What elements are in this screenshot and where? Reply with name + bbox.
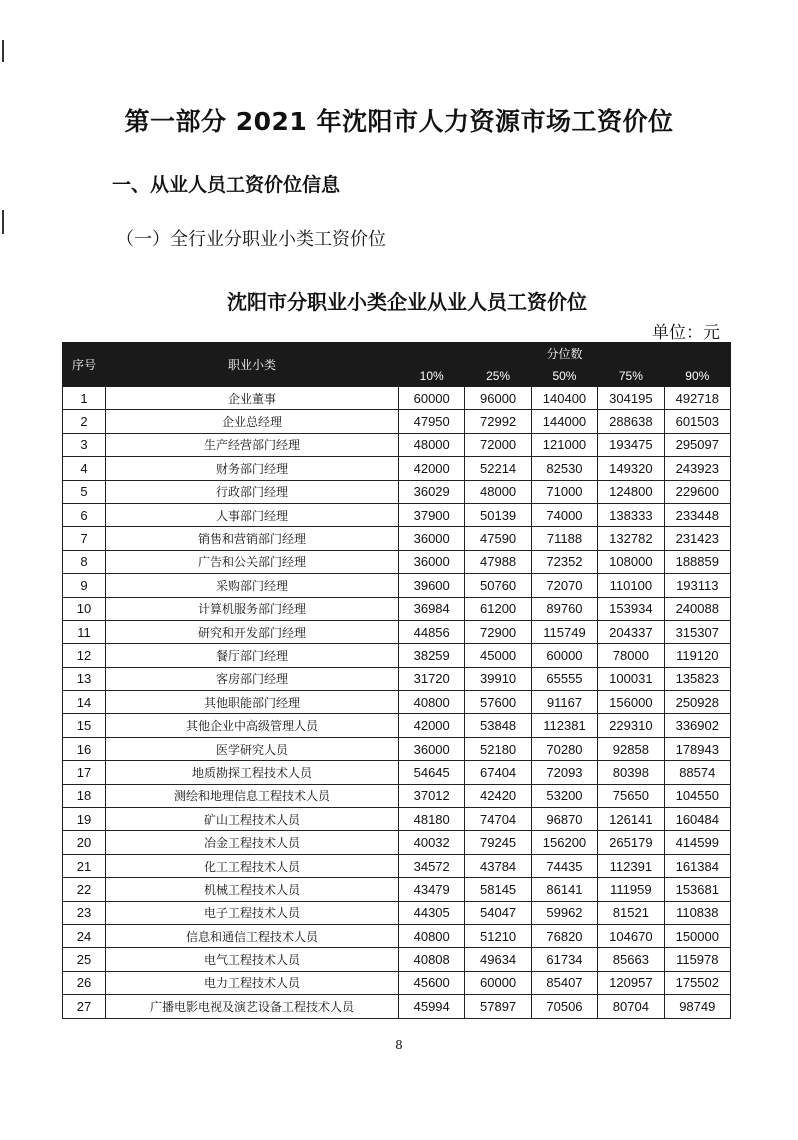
wage-p10-cell: 36984 <box>399 597 465 620</box>
scan-edge-mark <box>2 210 4 234</box>
wage-p10-cell: 45994 <box>399 995 465 1018</box>
wage-p90-cell: 98749 <box>664 995 730 1018</box>
occupation-cell: 餐厅部门经理 <box>106 644 399 667</box>
occupation-cell: 电子工程技术人员 <box>106 901 399 924</box>
row-index-cell: 7 <box>63 527 106 550</box>
wage-p25-cell: 54047 <box>465 901 531 924</box>
table-row <box>63 620 731 643</box>
row-index-cell: 21 <box>63 854 106 877</box>
table-row <box>63 808 731 831</box>
wage-p90-cell: 250928 <box>664 691 730 714</box>
wage-p50-cell: 53200 <box>531 784 597 807</box>
wage-p75-cell: 265179 <box>598 831 664 854</box>
table-row <box>63 527 731 550</box>
table-row <box>63 924 731 947</box>
row-index-cell: 27 <box>63 995 106 1018</box>
wage-p90-cell: 178943 <box>664 737 730 760</box>
wage-p10-cell: 36000 <box>399 527 465 550</box>
wage-table <box>62 342 731 1019</box>
wage-p10-cell: 48000 <box>399 433 465 456</box>
wage-p75-cell: 156000 <box>598 691 664 714</box>
wage-p10-cell: 36029 <box>399 480 465 503</box>
row-index-cell: 26 <box>63 971 106 994</box>
wage-p25-cell: 72900 <box>465 620 531 643</box>
wage-p50-cell: 96870 <box>531 808 597 831</box>
table-header <box>63 343 731 387</box>
occupation-cell: 广告和公关部门经理 <box>106 550 399 573</box>
occupation-cell: 信息和通信工程技术人员 <box>106 924 399 947</box>
occupation-cell: 人事部门经理 <box>106 503 399 526</box>
wage-p10-cell: 31720 <box>399 667 465 690</box>
wage-p90-cell: 243923 <box>664 457 730 480</box>
wage-p90-cell: 135823 <box>664 667 730 690</box>
wage-p75-cell: 104670 <box>598 924 664 947</box>
wage-p75-cell: 149320 <box>598 457 664 480</box>
wage-p25-cell: 79245 <box>465 831 531 854</box>
occupation-cell: 行政部门经理 <box>106 480 399 503</box>
wage-p90-cell: 153681 <box>664 878 730 901</box>
occupation-cell: 电气工程技术人员 <box>106 948 399 971</box>
wage-p75-cell: 100031 <box>598 667 664 690</box>
wage-p10-cell: 44856 <box>399 620 465 643</box>
wage-p10-cell: 37012 <box>399 784 465 807</box>
table-row <box>63 644 731 667</box>
wage-p25-cell: 57600 <box>465 691 531 714</box>
occupation-cell: 生产经营部门经理 <box>106 433 399 456</box>
table-row <box>63 714 731 737</box>
wage-p90-cell: 336902 <box>664 714 730 737</box>
row-index-cell: 5 <box>63 480 106 503</box>
wage-p25-cell: 48000 <box>465 480 531 503</box>
wage-p50-cell: 72093 <box>531 761 597 784</box>
wage-p75-cell: 81521 <box>598 901 664 924</box>
occupation-cell: 计算机服务部门经理 <box>106 597 399 620</box>
wage-p90-cell: 315307 <box>664 620 730 643</box>
wage-p10-cell: 36000 <box>399 550 465 573</box>
wage-p50-cell: 115749 <box>531 620 597 643</box>
wage-p50-cell: 65555 <box>531 667 597 690</box>
occupation-cell: 测绘和地理信息工程技术人员 <box>106 784 399 807</box>
wage-p50-cell: 82530 <box>531 457 597 480</box>
table-body <box>63 387 731 1019</box>
page-title: 第一部分 2021 年沈阳市人力资源市场工资价位 <box>124 107 674 136</box>
row-index-cell: 20 <box>63 831 106 854</box>
wage-p10-cell: 40808 <box>399 948 465 971</box>
row-index-cell: 8 <box>63 550 106 573</box>
wage-p75-cell: 111959 <box>598 878 664 901</box>
wage-p25-cell: 57897 <box>465 995 531 1018</box>
wage-p75-cell: 153934 <box>598 597 664 620</box>
table-row <box>63 387 731 410</box>
row-index-cell: 11 <box>63 620 106 643</box>
wage-p50-cell: 74435 <box>531 854 597 877</box>
wage-p75-cell: 120957 <box>598 971 664 994</box>
wage-p50-cell: 86141 <box>531 878 597 901</box>
wage-p90-cell: 119120 <box>664 644 730 667</box>
row-index-cell: 12 <box>63 644 106 667</box>
wage-p25-cell: 43784 <box>465 854 531 877</box>
wage-p75-cell: 124800 <box>598 480 664 503</box>
wage-p90-cell: 295097 <box>664 433 730 456</box>
table-row <box>63 503 731 526</box>
wage-p50-cell: 72352 <box>531 550 597 573</box>
row-index-cell: 24 <box>63 924 106 947</box>
wage-p25-cell: 51210 <box>465 924 531 947</box>
wage-p10-cell: 40800 <box>399 691 465 714</box>
row-index-cell: 25 <box>63 948 106 971</box>
occupation-cell: 企业总经理 <box>106 410 399 433</box>
table-row <box>63 784 731 807</box>
wage-p25-cell: 45000 <box>465 644 531 667</box>
header-p75: 75% <box>598 365 664 387</box>
table-row <box>63 737 731 760</box>
table-row <box>63 901 731 924</box>
wage-p75-cell: 193475 <box>598 433 664 456</box>
wage-p90-cell: 88574 <box>664 761 730 784</box>
wage-p90-cell: 233448 <box>664 503 730 526</box>
wage-p75-cell: 204337 <box>598 620 664 643</box>
wage-p75-cell: 229310 <box>598 714 664 737</box>
wage-p75-cell: 110100 <box>598 574 664 597</box>
wage-p50-cell: 89760 <box>531 597 597 620</box>
wage-p10-cell: 45600 <box>399 971 465 994</box>
wage-p50-cell: 71188 <box>531 527 597 550</box>
table-row <box>63 480 731 503</box>
wage-p10-cell: 47950 <box>399 410 465 433</box>
occupation-cell: 财务部门经理 <box>106 457 399 480</box>
wage-p10-cell: 48180 <box>399 808 465 831</box>
wage-p25-cell: 47590 <box>465 527 531 550</box>
wage-p50-cell: 61734 <box>531 948 597 971</box>
wage-p90-cell: 240088 <box>664 597 730 620</box>
wage-p10-cell: 37900 <box>399 503 465 526</box>
wage-p50-cell: 121000 <box>531 433 597 456</box>
occupation-cell: 化工工程技术人员 <box>106 854 399 877</box>
occupation-cell: 医学研究人员 <box>106 737 399 760</box>
wage-p75-cell: 108000 <box>598 550 664 573</box>
wage-p10-cell: 36000 <box>399 737 465 760</box>
wage-p25-cell: 72992 <box>465 410 531 433</box>
occupation-cell: 采购部门经理 <box>106 574 399 597</box>
wage-p90-cell: 229600 <box>664 480 730 503</box>
row-index-cell: 18 <box>63 784 106 807</box>
wage-p25-cell: 61200 <box>465 597 531 620</box>
wage-p75-cell: 85663 <box>598 948 664 971</box>
header-occupation: 职业小类 <box>106 343 399 387</box>
row-index-cell: 10 <box>63 597 106 620</box>
wage-p90-cell: 188859 <box>664 550 730 573</box>
unit-label: 单位：元 <box>652 323 720 343</box>
wage-p50-cell: 140400 <box>531 387 597 410</box>
row-index-cell: 3 <box>63 433 106 456</box>
row-index-cell: 19 <box>63 808 106 831</box>
occupation-cell: 研究和开发部门经理 <box>106 620 399 643</box>
wage-p25-cell: 50760 <box>465 574 531 597</box>
wage-p25-cell: 67404 <box>465 761 531 784</box>
wage-p90-cell: 115978 <box>664 948 730 971</box>
wage-p50-cell: 144000 <box>531 410 597 433</box>
table-row <box>63 854 731 877</box>
section-title: 一、从业人员工资价位信息 <box>112 174 341 196</box>
row-index-cell: 1 <box>63 387 106 410</box>
wage-p75-cell: 92858 <box>598 737 664 760</box>
wage-p75-cell: 288638 <box>598 410 664 433</box>
wage-p75-cell: 126141 <box>598 808 664 831</box>
wage-p90-cell: 110838 <box>664 901 730 924</box>
row-index-cell: 16 <box>63 737 106 760</box>
wage-p50-cell: 85407 <box>531 971 597 994</box>
wage-p10-cell: 42000 <box>399 714 465 737</box>
wage-p25-cell: 39910 <box>465 667 531 690</box>
table-row <box>63 971 731 994</box>
wage-p25-cell: 47988 <box>465 550 531 573</box>
row-index-cell: 14 <box>63 691 106 714</box>
wage-p75-cell: 78000 <box>598 644 664 667</box>
wage-p25-cell: 74704 <box>465 808 531 831</box>
occupation-cell: 地质勘探工程技术人员 <box>106 761 399 784</box>
occupation-cell: 客房部门经理 <box>106 667 399 690</box>
table-row <box>63 761 731 784</box>
wage-p25-cell: 50139 <box>465 503 531 526</box>
table-row <box>63 597 731 620</box>
table-title: 沈阳市分职业小类企业从业人员工资价位 <box>227 290 587 314</box>
wage-p90-cell: 104550 <box>664 784 730 807</box>
wage-p10-cell: 39600 <box>399 574 465 597</box>
row-index-cell: 4 <box>63 457 106 480</box>
wage-p25-cell: 52180 <box>465 737 531 760</box>
row-index-cell: 13 <box>63 667 106 690</box>
occupation-cell: 销售和营销部门经理 <box>106 527 399 550</box>
header-percentile-group: 分位数 <box>399 343 731 365</box>
wage-p50-cell: 70506 <box>531 995 597 1018</box>
occupation-cell: 其他企业中高级管理人员 <box>106 714 399 737</box>
table-row <box>63 878 731 901</box>
wage-p90-cell: 160484 <box>664 808 730 831</box>
wage-p50-cell: 76820 <box>531 924 597 947</box>
wage-p90-cell: 150000 <box>664 924 730 947</box>
table-row <box>63 410 731 433</box>
wage-p25-cell: 53848 <box>465 714 531 737</box>
wage-p50-cell: 59962 <box>531 901 597 924</box>
row-index-cell: 23 <box>63 901 106 924</box>
wage-p75-cell: 132782 <box>598 527 664 550</box>
row-index-cell: 9 <box>63 574 106 597</box>
wage-p50-cell: 60000 <box>531 644 597 667</box>
table-row <box>63 831 731 854</box>
table-row <box>63 574 731 597</box>
wage-p75-cell: 138333 <box>598 503 664 526</box>
wage-p90-cell: 414599 <box>664 831 730 854</box>
subsection-title: （一）全行业分职业小类工资价位 <box>116 229 386 250</box>
occupation-cell: 矿山工程技术人员 <box>106 808 399 831</box>
wage-p50-cell: 72070 <box>531 574 597 597</box>
wage-p10-cell: 60000 <box>399 387 465 410</box>
page-number: 8 <box>395 1038 403 1052</box>
wage-p10-cell: 34572 <box>399 854 465 877</box>
row-index-cell: 17 <box>63 761 106 784</box>
row-index-cell: 2 <box>63 410 106 433</box>
table-row <box>63 948 731 971</box>
wage-p25-cell: 49634 <box>465 948 531 971</box>
wage-p10-cell: 42000 <box>399 457 465 480</box>
wage-p10-cell: 44305 <box>399 901 465 924</box>
table-row <box>63 667 731 690</box>
wage-p90-cell: 231423 <box>664 527 730 550</box>
header-p90: 90% <box>664 365 730 387</box>
scan-edge-mark <box>2 40 4 62</box>
wage-p25-cell: 60000 <box>465 971 531 994</box>
wage-p50-cell: 112381 <box>531 714 597 737</box>
table-row <box>63 433 731 456</box>
row-index-cell: 6 <box>63 503 106 526</box>
wage-p10-cell: 40032 <box>399 831 465 854</box>
header-index: 序号 <box>63 343 106 387</box>
wage-p90-cell: 175502 <box>664 971 730 994</box>
wage-p75-cell: 304195 <box>598 387 664 410</box>
occupation-cell: 广播电影电视及演艺设备工程技术人员 <box>106 995 399 1018</box>
table-row <box>63 995 731 1018</box>
wage-p90-cell: 193113 <box>664 574 730 597</box>
wage-p50-cell: 156200 <box>531 831 597 854</box>
wage-p10-cell: 43479 <box>399 878 465 901</box>
wage-p50-cell: 70280 <box>531 737 597 760</box>
wage-p25-cell: 52214 <box>465 457 531 480</box>
wage-p10-cell: 54645 <box>399 761 465 784</box>
occupation-cell: 企业董事 <box>106 387 399 410</box>
table-row <box>63 691 731 714</box>
wage-p50-cell: 71000 <box>531 480 597 503</box>
wage-p75-cell: 80398 <box>598 761 664 784</box>
occupation-cell: 电力工程技术人员 <box>106 971 399 994</box>
wage-p75-cell: 80704 <box>598 995 664 1018</box>
wage-p25-cell: 72000 <box>465 433 531 456</box>
header-p25: 25% <box>465 365 531 387</box>
wage-p10-cell: 38259 <box>399 644 465 667</box>
table-row <box>63 550 731 573</box>
wage-p25-cell: 96000 <box>465 387 531 410</box>
table-row <box>63 457 731 480</box>
wage-p50-cell: 74000 <box>531 503 597 526</box>
header-p10: 10% <box>399 365 465 387</box>
wage-p90-cell: 161384 <box>664 854 730 877</box>
wage-p50-cell: 91167 <box>531 691 597 714</box>
occupation-cell: 冶金工程技术人员 <box>106 831 399 854</box>
wage-p75-cell: 75650 <box>598 784 664 807</box>
header-p50: 50% <box>531 365 597 387</box>
row-index-cell: 15 <box>63 714 106 737</box>
wage-p90-cell: 601503 <box>664 410 730 433</box>
wage-p90-cell: 492718 <box>664 387 730 410</box>
wage-p75-cell: 112391 <box>598 854 664 877</box>
row-index-cell: 22 <box>63 878 106 901</box>
occupation-cell: 其他职能部门经理 <box>106 691 399 714</box>
wage-p10-cell: 40800 <box>399 924 465 947</box>
occupation-cell: 机械工程技术人员 <box>106 878 399 901</box>
wage-p25-cell: 58145 <box>465 878 531 901</box>
wage-p25-cell: 42420 <box>465 784 531 807</box>
